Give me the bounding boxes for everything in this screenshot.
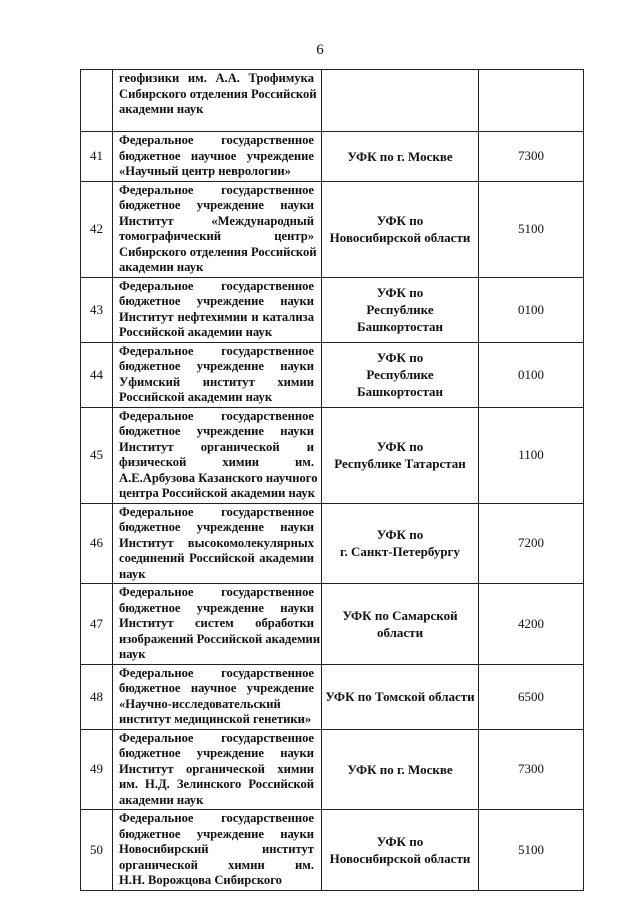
institution-name-line: соединений Российской академии (119, 551, 314, 565)
institution-name-line: наук (119, 647, 146, 661)
institution-name-line: Институт органической химии (119, 761, 314, 776)
institution-name (113, 584, 322, 665)
institution-name-line: бюджетное учреждение науки (119, 294, 314, 308)
treasury-office-line: УФК по (376, 213, 424, 228)
institution-name-line: Федеральное государственное (119, 133, 314, 147)
institution-name-line: органической химии им. (119, 857, 314, 872)
table-row (81, 503, 584, 584)
region-code: 5100 (479, 181, 584, 277)
region-code: 7200 (479, 503, 584, 584)
institution-name-line: академии наук (119, 260, 204, 274)
table-row (81, 664, 584, 729)
institution-name-line: центра Российской академии наук (119, 486, 315, 500)
institution-name-line: Сибирского отделения Российской (119, 86, 317, 101)
region-code: 7300 (479, 132, 584, 182)
row-number: 48 (81, 664, 113, 729)
institution-name-line: бюджетное учреждение науки (119, 359, 314, 373)
treasury-office-line: УФК по г. Москве (347, 148, 453, 164)
row-number: 44 (81, 342, 113, 407)
institution-name-line: Институт органической и (119, 439, 314, 454)
treasury-office (322, 277, 479, 342)
institution-name-line: бюджетное научное учреждение (119, 681, 314, 695)
table-row (81, 277, 584, 342)
row-number: 49 (81, 729, 113, 810)
table-row (81, 70, 584, 132)
institution-name (113, 181, 322, 277)
row-number: 46 (81, 503, 113, 584)
table-row (81, 132, 584, 182)
institution-name-line: «Научно-исследовательский (119, 696, 281, 711)
table-row (81, 810, 584, 891)
treasury-office (322, 132, 479, 182)
row-number: 47 (81, 584, 113, 665)
institution-name-line: бюджетное учреждение науки (119, 826, 314, 841)
treasury-office-line: г. Санкт-Петербургу (340, 544, 460, 560)
institution-name-line: А.Е.Арбузова Казанского научного (119, 470, 318, 485)
institution-name-line: бюджетное учреждение науки (119, 198, 314, 212)
institution-name-line: Уфимский институт химии (119, 374, 314, 389)
treasury-office-line: УФК по (376, 350, 424, 365)
treasury-office (322, 342, 479, 407)
institution-name-line: наук (119, 566, 146, 581)
institution-name-line: бюджетное учреждение науки (119, 424, 314, 438)
treasury-office (322, 407, 479, 503)
treasury-office-line: УФК по (376, 527, 424, 543)
institution-name-line: Российской академии наук (119, 325, 273, 339)
treasury-office-line: УФК по г. Москве (347, 761, 453, 777)
institution-name-line: геофизики им. А.А. Трофимука (119, 71, 314, 85)
region-code: 0100 (479, 277, 584, 342)
table-row (81, 407, 584, 503)
institution-name-line: Федеральное государственное (119, 343, 314, 358)
row-number: 43 (81, 277, 113, 342)
treasury-office-line: Республике Башкортостан (357, 302, 443, 334)
institution-name-line: бюджетное научное учреждение (119, 148, 314, 163)
treasury-office-line: Республике Татарстан (334, 456, 466, 471)
treasury-office (322, 503, 479, 584)
institution-name-line: им. Н.Д. Зелинского Российской (119, 777, 314, 791)
treasury-office-line: УФК по Самарской области (342, 607, 458, 640)
institutions-table (80, 69, 584, 891)
treasury-office-line: УФК по (376, 285, 424, 300)
region-code: 0100 (479, 342, 584, 407)
table-row (81, 181, 584, 277)
page-number: 6 (316, 42, 324, 58)
institution-name-line: изображений Российской академии (119, 631, 321, 646)
institution-name-line: Новосибирский институт (119, 842, 314, 856)
institution-name (113, 503, 322, 584)
institution-name (113, 132, 322, 182)
institution-name-line: Федеральное государственное (119, 585, 314, 599)
treasury-office (322, 181, 479, 277)
treasury-office (322, 729, 479, 810)
institution-name (113, 407, 322, 503)
institution-name-line: Федеральное государственное (119, 730, 314, 745)
table-row (81, 729, 584, 810)
table-body (81, 70, 584, 891)
institution-name-line: физической химии им. (119, 455, 314, 469)
institution-name (113, 342, 322, 407)
institution-name-line: институт медицинской генетики» (119, 712, 312, 726)
region-code: 4200 (479, 584, 584, 665)
institution-name-line: Федеральное государственное (119, 182, 314, 197)
institution-name-line: бюджетное учреждение науки (119, 746, 314, 760)
treasury-office-line: Республике Башкортостан (357, 367, 443, 399)
row-number: 41 (81, 132, 113, 182)
institution-name-line: академии наук (119, 102, 204, 116)
row-number: 42 (81, 181, 113, 277)
institution-name-line: Федеральное государственное (119, 278, 314, 293)
treasury-office-line: УФК по (376, 833, 424, 849)
row-number (81, 70, 113, 132)
treasury-office (322, 70, 479, 132)
institution-name-line: Институт «Международный (119, 213, 314, 228)
institution-name (113, 810, 322, 891)
institution-name-line: Федеральное государственное (119, 811, 314, 825)
region-code (479, 70, 584, 132)
institution-name (113, 70, 322, 132)
institution-name (113, 729, 322, 810)
institution-name-line: Федеральное государственное (119, 665, 314, 680)
region-code: 6500 (479, 664, 584, 729)
institution-name-line: «Научный центр неврологии» (119, 164, 291, 178)
treasury-office-line: УФК по (376, 439, 424, 454)
institution-name-line: Российской академии наук (119, 390, 273, 404)
treasury-office (322, 584, 479, 665)
region-code: 5100 (479, 810, 584, 891)
region-code: 7300 (479, 729, 584, 810)
row-number: 50 (81, 810, 113, 891)
institution-name-line: Институт высокомолекулярных (119, 535, 314, 550)
table-row (81, 342, 584, 407)
institution-name-line: Институт систем обработки (119, 616, 314, 630)
treasury-office (322, 810, 479, 891)
region-code: 1100 (479, 407, 584, 503)
treasury-office-line: УФК по Томской области (325, 689, 475, 704)
table-row (81, 584, 584, 665)
institution-name-line: Институт нефтехимии и катализа (119, 309, 314, 324)
institution-name-line: бюджетное учреждение науки (119, 520, 314, 534)
row-number: 45 (81, 407, 113, 503)
institution-name-line: Сибирского отделения Российской (119, 244, 317, 259)
institution-name (113, 277, 322, 342)
treasury-office-line: Новосибирской области (329, 230, 471, 245)
institution-name-line: Н.Н. Ворожцова Сибирского (119, 873, 282, 887)
treasury-office (322, 664, 479, 729)
institution-name (113, 664, 322, 729)
institution-name-line: академии наук (119, 792, 204, 807)
institution-name-line: томографический центр» (119, 229, 314, 243)
institution-name-line: Федеральное государственное (119, 408, 314, 423)
institution-name-line: бюджетное учреждение науки (119, 600, 314, 615)
institution-name-line: Федеральное государственное (119, 504, 314, 519)
treasury-office-line: Новосибирской области (329, 850, 471, 866)
